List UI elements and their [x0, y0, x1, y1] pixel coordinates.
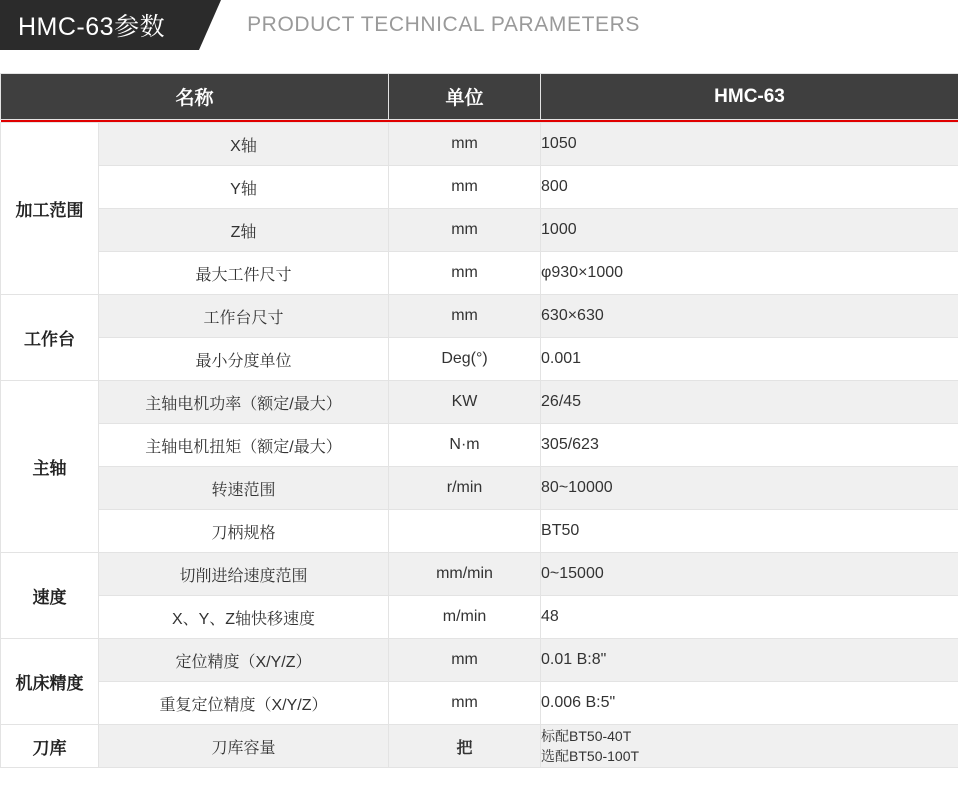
row-value: 26/45: [541, 381, 958, 424]
row-value: 630×630: [541, 295, 958, 338]
row-value: 1000: [541, 209, 958, 252]
row-value: 1050: [541, 123, 958, 166]
spec-table-container: [0, 73, 958, 768]
table-head: [1, 74, 958, 123]
row-name: X轴: [99, 123, 389, 166]
table-row: [1, 166, 958, 209]
table-row: [1, 295, 958, 338]
row-name: 刀库容量: [99, 725, 389, 768]
row-group-label: 速度: [1, 553, 99, 639]
row-unit: mm: [389, 209, 541, 252]
row-name: 转速范围: [99, 467, 389, 510]
column-header-value: HMC-63: [541, 74, 958, 120]
row-value: 0.006 B:5": [541, 682, 958, 725]
row-value: 0.01 B:8": [541, 639, 958, 682]
row-value: 800: [541, 166, 958, 209]
table-row: [1, 424, 958, 467]
row-value: 0.001: [541, 338, 958, 381]
page-subtitle: PRODUCT TECHNICAL PARAMETERS: [247, 13, 640, 36]
table-row: [1, 252, 958, 295]
row-group-label: 刀库: [1, 725, 99, 768]
row-value-line: 选配BT50-100T: [541, 748, 640, 764]
row-group-label: 机床精度: [1, 639, 99, 725]
row-value-line: 标配BT50-40T: [541, 727, 632, 744]
table-header-row: [1, 74, 958, 120]
row-name: 最大工件尺寸: [99, 252, 389, 295]
column-header-unit: 单位: [389, 74, 541, 120]
row-name: Y轴: [99, 166, 389, 209]
row-unit: r/min: [389, 467, 541, 510]
row-name: 最小分度单位: [99, 338, 389, 381]
page-title: HMC-63参数: [18, 13, 166, 41]
table-row: [1, 639, 958, 682]
row-name: 定位精度（X/Y/Z）: [99, 639, 389, 682]
row-unit: KW: [389, 381, 541, 424]
table-row: [1, 381, 958, 424]
row-unit: mm/min: [389, 553, 541, 596]
row-unit: N·m: [389, 424, 541, 467]
page-title-tag: [0, 0, 199, 50]
table-body: [1, 123, 958, 768]
row-value: 80~10000: [541, 467, 958, 510]
row-name: 主轴电机功率（额定/最大）: [99, 381, 389, 424]
table-row: [1, 553, 958, 596]
table-row: [1, 338, 958, 381]
page-header: [0, 0, 958, 50]
row-unit: Deg(°): [389, 338, 541, 381]
table-row: [1, 467, 958, 510]
table-row: [1, 123, 958, 166]
row-name: 切削进给速度范围: [99, 553, 389, 596]
row-value: 305/623: [541, 424, 958, 467]
row-name: X、Y、Z轴快移速度: [99, 596, 389, 639]
row-value: [541, 725, 958, 768]
row-unit: mm: [389, 252, 541, 295]
row-value: 48: [541, 596, 958, 639]
row-unit: mm: [389, 682, 541, 725]
row-value: BT50: [541, 510, 958, 553]
column-header-name: 名称: [1, 74, 389, 120]
row-name: 重复定位精度（X/Y/Z）: [99, 682, 389, 725]
row-name: Z轴: [99, 209, 389, 252]
row-unit: mm: [389, 123, 541, 166]
row-value: 0~15000: [541, 553, 958, 596]
row-group-label: 主轴: [1, 381, 99, 553]
table-row: [1, 682, 958, 725]
row-unit: m/min: [389, 596, 541, 639]
row-name: 工作台尺寸: [99, 295, 389, 338]
table-row: [1, 596, 958, 639]
row-group-label: 工作台: [1, 295, 99, 381]
row-value: φ930×1000: [541, 252, 958, 295]
spec-table: [0, 73, 958, 768]
row-unit: mm: [389, 166, 541, 209]
row-unit: mm: [389, 295, 541, 338]
row-name: 主轴电机扭矩（额定/最大）: [99, 424, 389, 467]
row-unit: [389, 510, 541, 553]
row-name: 刀柄规格: [99, 510, 389, 553]
table-row: [1, 209, 958, 252]
row-unit: 把: [389, 725, 541, 768]
row-unit: mm: [389, 639, 541, 682]
table-row: [1, 510, 958, 553]
table-row: [1, 725, 958, 768]
row-group-label: 加工范围: [1, 123, 99, 295]
